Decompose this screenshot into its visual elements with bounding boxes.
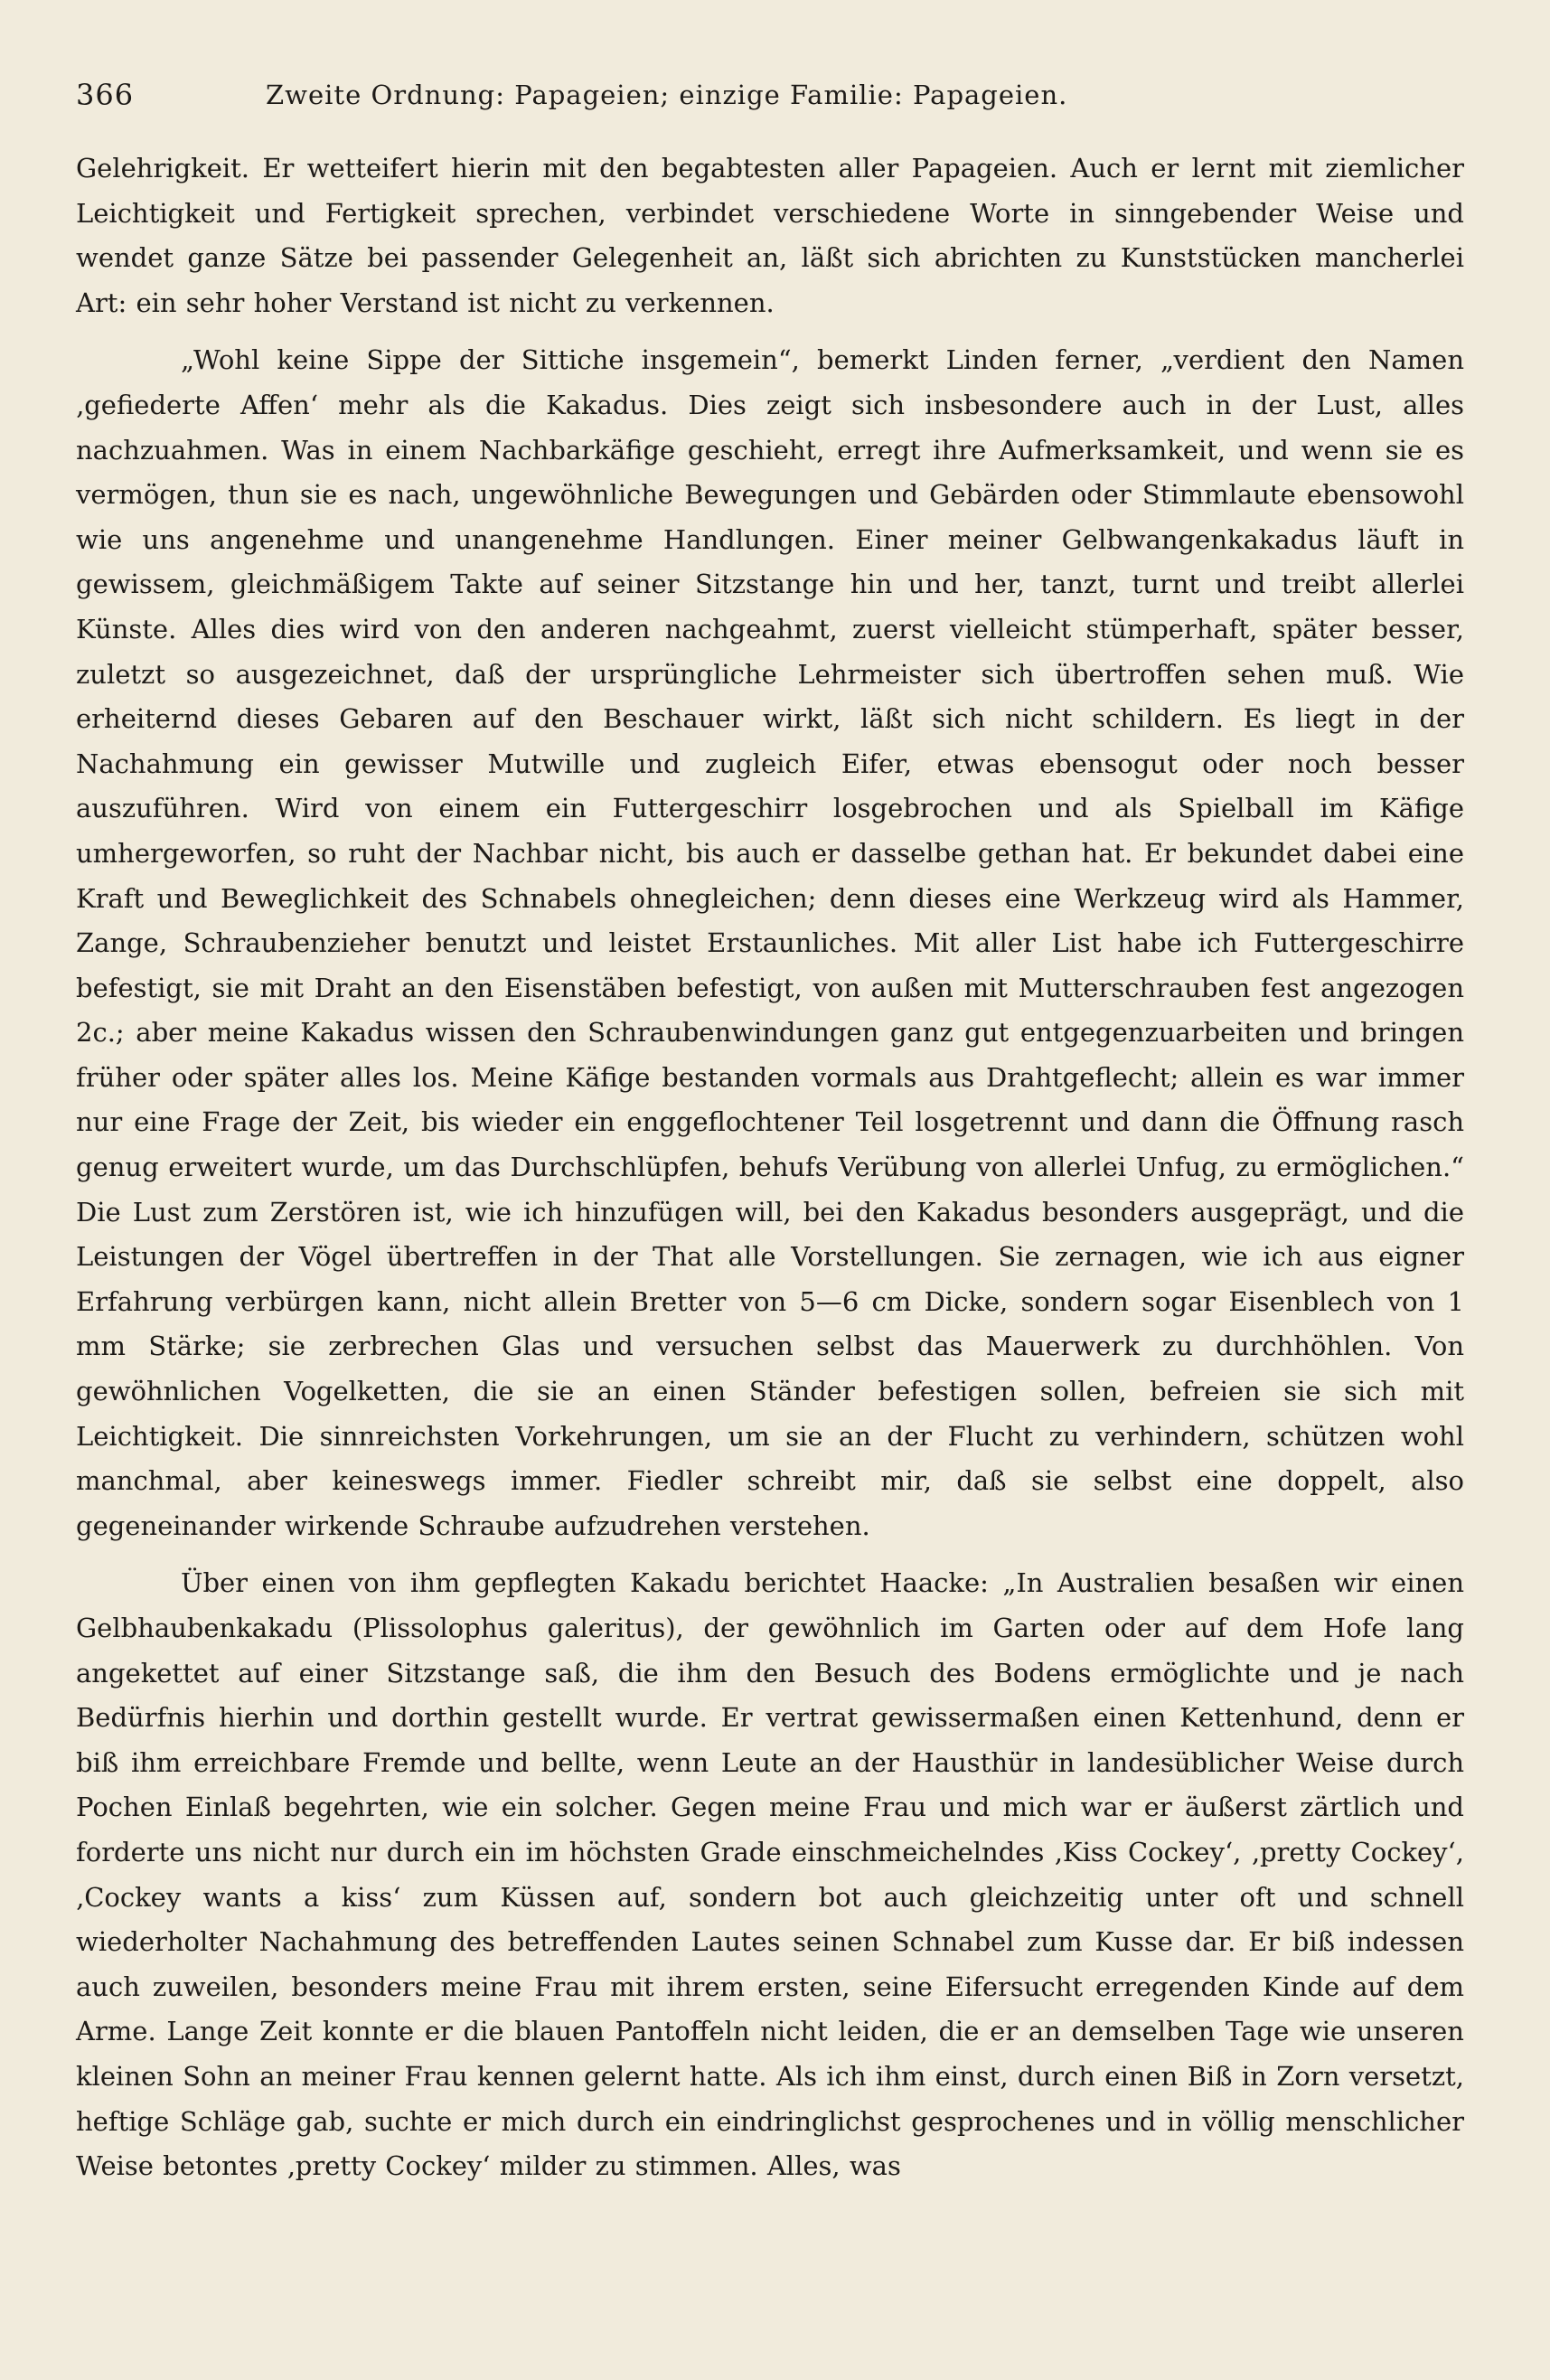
body-text (76, 146, 1464, 2189)
paragraph: Über einen von ihm gepflegten Kakadu berichtet Haacke: „In Australien besaßen wir einen Gelbhaubenkakadu (Plissolophus galeritus), der gewöhnlich im Garten oder auf dem Hofe lang angekettet auf einer Sitzstange saß, die ihm den Besuch des Bodens ermöglichte und je nach Bedürfnis hierhin und dorthin gestellt wurde. Er vertrat gewissermaßen einen Kettenhund, denn er biß ihm erreichbare Fremde und bellte, wenn Leute an der Hausthür in landesüblicher Weise durch Pochen Einlaß begehrten, wie ein solcher. Gegen meine Frau und mich war er äußerst zärtlich und forderte uns nicht nur durch ein im höchsten Grade einschmeichelndes ‚Kiss Cockey‘, ‚pretty Cockey‘, ‚Cockey wants a kiss‘ zum Küssen auf, sondern bot auch gleichzeitig unter oft und schnell wiederholter Nachahmung des betreffenden Lautes seinen Schnabel zum Kusse dar. Er biß indessen auch zuweilen, besonders meine Frau mit ihrem ersten, seine Eifersucht erregenden Kinde auf dem Arme. Lange Zeit konnte er die blauen Pantoffeln nicht leiden, die er an demselben Tage wie unseren kleinen Sohn an meiner Frau kennen gelernt hatte. Als ich ihm einst, durch einen Biß in Zorn versetzt, heftige Schläge gab, suchte er mich durch ein eindringlichst gesprochenes und in völlig menschlicher Weise betontes ‚pretty Cockey‘ milder zu stimmen. Alles, was (76, 1567, 1464, 2182)
paragraph: „Wohl keine Sippe der Sittiche insgemein“, bemerkt Linden ferner, „verdient den Namen ‚gefiederte Affen‘ mehr als die Kakadus. Dies zeigt sich insbesondere auch in der Lust, alles nachzuahmen. Was in einem Nachbarkäfige geschieht, erregt ihre Aufmerksamkeit, und wenn sie es vermögen, thun sie es nach, ungewöhnliche Bewegungen und Gebärden oder Stimmlaute ebensowohl wie uns angenehme und unangenehme Handlungen. Einer meiner Gelbwangenkakadus läuft in gewissem, gleichmäßigem Takte auf seiner Sitzstange hin und her, tanzt, turnt und treibt allerlei Künste. Alles dies wird von den anderen nachgeahmt, zuerst vielleicht stümperhaft, später besser, zuletzt so ausgezeichnet, daß der ursprüngliche Lehrmeister sich übertroffen sehen muß. Wie erheiternd dieses Gebaren auf den Beschauer wirkt, läßt sich nicht schildern. Es liegt in der Nachahmung ein gewisser Mutwille und zugleich Eifer, etwas ebensogut oder noch besser auszuführen. Wird von einem ein Futtergeschirr losgebrochen und als Spielball im Käfige umhergeworfen, so ruht der Nachbar nicht, bis auch er dasselbe gethan hat. Er bekundet dabei eine Kraft und Beweglichkeit des Schnabels ohnegleichen; denn dieses eine Werkzeug wird als Hammer, Zange, Schraubenzieher benutzt und leistet Erstaunliches. Mit aller List habe ich Futtergeschirre befestigt, sie mit Draht an den Eisenstäben befestigt, von außen mit Mutterschrauben fest angezogen 2c.; aber meine Kakadus wissen den Schraubenwindungen ganz gut entgegenzuarbeiten und bringen früher oder später alles los. Meine Käfige bestanden vormals aus Drahtgeflecht; allein es war immer nur eine Frage der Zeit, bis wieder ein enggeflochtener Teil losgetrennt und dann die Öffnung rasch genug erweitert wurde, um das Durchschlüpfen, behufs Verübung von allerlei Unfug, zu ermöglichen.“ Die Lust zum Zerstören ist, wie ich hinzufügen will, bei den Kakadus besonders ausgeprägt, und die Leistungen der Vögel übertreffen in der That alle Vorstellungen. Sie zernagen, wie ich aus eigner Erfahrung verbürgen kann, nicht allein Bretter von 5—6 cm Dicke, sondern sogar Eisenblech von 1 mm Stärke; sie zerbrechen Glas und versuchen selbst das Mauerwerk zu durchhöhlen. Von gewöhnlichen Vogelketten, die sie an einen Ständer befestigen sollen, befreien sie sich mit Leichtigkeit. Die sinnreichsten Vorkehrungen, um sie an der Flucht zu verhindern, schützen wohl manchmal, aber keineswegs immer. Fiedler schreibt mir, daß sie selbst eine doppelt, also gegeneinander wirkende Schraube aufzudrehen verstehen. (76, 344, 1464, 1541)
running-head (76, 72, 1464, 125)
book-page (76, 72, 1464, 2350)
page-number: 366 (76, 78, 135, 112)
running-title: Zweite Ordnung: Papageien; einzige Familie: Papageien. (266, 80, 1068, 110)
paragraph: Gelehrigkeit. Er wetteifert hierin mit den begabtesten aller Papageien. Auch er lernt mit ziemlicher Leichtigkeit und Fertigkeit sprechen, verbindet verschiedene Worte in sinngebender Weise und wendet ganze Sätze bei passender Gelegenheit an, läßt sich abrichten zu Kunststücken mancherlei Art: ein sehr hoher Verstand ist nicht zu verkennen. (76, 153, 1464, 318)
